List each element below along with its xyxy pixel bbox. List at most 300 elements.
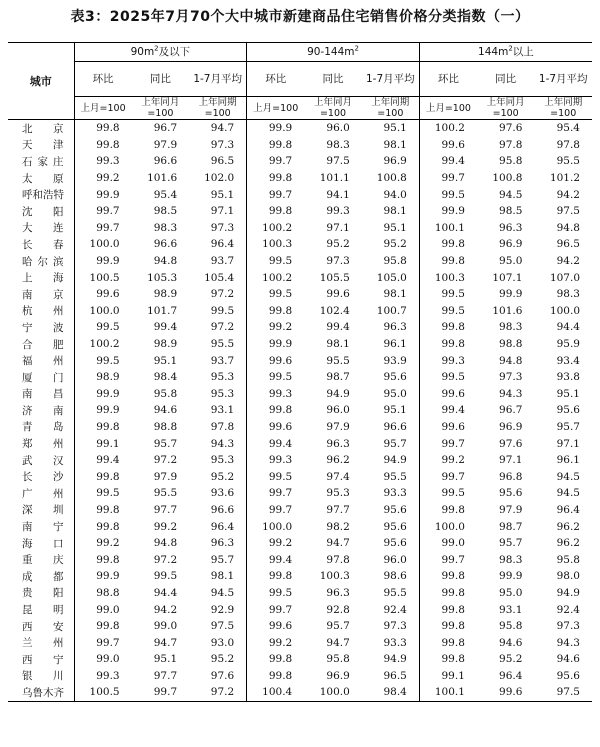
index-value: 100.5	[89, 271, 120, 284]
index-value: 99.7	[96, 205, 120, 218]
index-value: 105.4	[189, 269, 247, 286]
table-row	[8, 369, 592, 386]
index-value: 99.7	[441, 172, 465, 185]
index-value: 100.0	[304, 684, 362, 701]
base-period-header: 上年同月=100	[132, 97, 190, 120]
metric-column-header: 环比	[74, 62, 132, 97]
index-value: 96.4	[556, 503, 580, 516]
table-row	[8, 502, 592, 519]
table-row	[8, 203, 592, 220]
index-value: 105.5	[319, 271, 350, 284]
city-name: 长春	[8, 236, 74, 253]
index-value: 94.8	[499, 354, 523, 367]
metric-column-header: 1-7月平均	[189, 62, 247, 97]
index-value: 94.8	[153, 537, 178, 550]
index-value: 98.2	[326, 520, 350, 533]
index-value: 94.9	[326, 387, 350, 400]
index-value: 107.0	[549, 271, 580, 284]
size-group-label: 90m	[130, 45, 155, 58]
index-value: 98.1	[362, 203, 420, 220]
index-value: 97.6	[189, 668, 247, 685]
index-value: 100.3	[434, 271, 465, 284]
table-row	[8, 220, 592, 237]
index-value: 96.4	[499, 669, 523, 682]
index-value: 98.3	[153, 221, 178, 234]
index-value: 94.2	[153, 603, 178, 616]
index-value: 92.4	[556, 603, 580, 616]
index-value: 99.6	[268, 354, 293, 367]
index-value: 97.6	[499, 122, 523, 135]
table-row	[8, 319, 592, 336]
index-value: 102.4	[319, 304, 350, 317]
index-value: 95.0	[362, 386, 420, 403]
index-value: 95.1	[189, 186, 247, 203]
table-row	[8, 286, 592, 303]
index-value: 99.9	[96, 404, 120, 417]
index-value: 99.9	[268, 338, 293, 351]
size-group-label: 90-144m	[307, 45, 355, 58]
index-value: 99.8	[268, 304, 293, 317]
price-index-table	[8, 42, 592, 702]
index-value: 99.5	[441, 371, 465, 384]
index-value: 95.7	[362, 435, 420, 452]
index-value: 95.5	[153, 487, 178, 500]
index-value: 99.4	[153, 321, 178, 334]
index-value: 99.5	[441, 304, 465, 317]
index-value: 98.6	[362, 568, 420, 585]
index-value: 99.6	[441, 138, 465, 151]
index-value: 95.6	[362, 369, 420, 386]
index-value: 100.3	[319, 570, 350, 583]
index-value: 96.5	[362, 668, 420, 685]
index-value: 99.2	[153, 520, 178, 533]
index-value: 93.3	[362, 485, 420, 502]
city-name: 杭州	[8, 303, 74, 320]
index-value: 99.0	[153, 620, 178, 633]
index-value: 99.8	[96, 420, 120, 433]
index-value: 97.9	[153, 470, 178, 483]
index-value: 99.3	[268, 454, 293, 467]
city-name: 西安	[8, 618, 74, 635]
index-value: 97.6	[499, 437, 523, 450]
index-value: 94.9	[362, 651, 420, 668]
table-row	[8, 419, 592, 436]
index-value: 99.0	[96, 653, 120, 666]
index-value: 99.9	[268, 122, 293, 135]
city-name: 宁波	[8, 319, 74, 336]
index-value: 95.8	[326, 653, 350, 666]
index-value: 97.9	[326, 420, 350, 433]
index-value: 99.1	[96, 437, 120, 450]
city-name: 兰州	[8, 634, 74, 651]
index-value: 95.8	[556, 553, 580, 566]
index-value: 99.8	[268, 404, 293, 417]
city-name: 重庆	[8, 551, 74, 568]
index-value: 98.8	[153, 420, 178, 433]
index-value: 99.8	[96, 520, 120, 533]
index-value: 97.2	[189, 684, 247, 701]
index-value: 99.9	[96, 188, 120, 201]
city-name: 青岛	[8, 419, 74, 436]
size-group-unit-power: 2	[354, 44, 359, 52]
index-value: 95.3	[326, 487, 350, 500]
index-value: 97.9	[153, 138, 178, 151]
index-value: 95.6	[362, 502, 420, 519]
index-value: 99.8	[268, 653, 293, 666]
table-row	[8, 236, 592, 253]
city-name: 太原	[8, 170, 74, 187]
index-value: 99.2	[96, 537, 120, 550]
index-value: 96.9	[499, 420, 523, 433]
index-value: 96.3	[362, 319, 420, 336]
index-value: 94.3	[556, 636, 580, 649]
index-value: 100.0	[549, 304, 580, 317]
index-value: 99.3	[326, 205, 350, 218]
table-row	[8, 137, 592, 154]
index-value: 99.3	[96, 155, 120, 168]
index-value: 99.5	[268, 470, 293, 483]
index-value: 99.4	[268, 553, 293, 566]
index-value: 99.7	[132, 684, 190, 701]
index-value: 99.5	[96, 487, 120, 500]
index-value: 95.7	[153, 437, 178, 450]
index-value: 95.7	[189, 551, 247, 568]
index-value: 100.1	[434, 221, 465, 234]
table-row	[8, 618, 592, 635]
index-value: 98.3	[499, 553, 523, 566]
index-value: 98.9	[153, 338, 178, 351]
index-value: 100.1	[419, 684, 477, 701]
index-value: 94.0	[362, 186, 420, 203]
index-value: 99.2	[268, 321, 293, 334]
index-value: 99.8	[96, 122, 120, 135]
index-value: 107.1	[492, 271, 523, 284]
index-value: 94.2	[556, 188, 580, 201]
index-value: 94.7	[189, 120, 247, 137]
index-value: 95.1	[362, 220, 420, 237]
index-value: 99.7	[268, 503, 293, 516]
city-name: 北京	[8, 120, 74, 137]
index-value: 99.5	[96, 354, 120, 367]
index-value: 100.3	[262, 238, 293, 251]
index-value: 99.7	[441, 437, 465, 450]
index-value: 93.1	[499, 603, 523, 616]
index-value: 99.2	[441, 454, 465, 467]
index-value: 94.2	[556, 255, 580, 268]
index-value: 99.6	[326, 288, 350, 301]
index-value: 95.0	[499, 586, 523, 599]
metric-column-header: 1-7月平均	[362, 62, 420, 97]
index-value: 92.9	[189, 601, 247, 618]
index-value: 98.1	[326, 338, 350, 351]
index-value: 99.5	[441, 487, 465, 500]
table-header	[8, 43, 592, 120]
index-value: 94.5	[189, 585, 247, 602]
index-value: 96.8	[499, 470, 523, 483]
index-value: 97.8	[189, 419, 247, 436]
index-value: 96.6	[362, 419, 420, 436]
index-value: 99.8	[441, 636, 465, 649]
index-value: 96.2	[326, 454, 350, 467]
index-value: 97.3	[362, 618, 420, 635]
base-period-header: 上月=100	[247, 97, 305, 120]
index-value: 97.1	[326, 221, 350, 234]
city-name: 哈尔滨	[8, 253, 74, 270]
index-value: 94.6	[499, 636, 523, 649]
index-value: 94.5	[556, 470, 580, 483]
table-row	[8, 120, 592, 137]
index-value: 101.6	[147, 172, 178, 185]
index-value: 96.5	[189, 153, 247, 170]
index-value: 100.2	[262, 271, 293, 284]
index-value: 97.3	[556, 620, 580, 633]
base-period-header: 上年同期=100	[362, 97, 420, 120]
index-value: 97.5	[189, 618, 247, 635]
index-value: 101.2	[549, 172, 580, 185]
index-value: 93.3	[362, 634, 420, 651]
city-name: 武汉	[8, 452, 74, 469]
table-row	[8, 518, 592, 535]
city-name: 合肥	[8, 336, 74, 353]
table-row	[8, 170, 592, 187]
index-value: 99.9	[96, 387, 120, 400]
index-value: 93.8	[556, 371, 580, 384]
index-value: 95.7	[326, 620, 350, 633]
size-group-suffix: 及以下	[158, 45, 191, 58]
index-value: 93.0	[189, 634, 247, 651]
index-value: 92.8	[326, 603, 350, 616]
index-value: 98.8	[96, 586, 120, 599]
index-value: 96.7	[499, 404, 523, 417]
index-value: 99.7	[96, 221, 120, 234]
table-row	[8, 568, 592, 585]
index-value: 97.1	[556, 437, 580, 450]
index-value: 96.3	[326, 586, 350, 599]
city-name: 贵阳	[8, 585, 74, 602]
index-value: 96.2	[556, 520, 580, 533]
index-value: 96.4	[189, 518, 247, 535]
city-name: 石家庄	[8, 153, 74, 170]
index-value: 97.7	[153, 503, 178, 516]
index-value: 94.4	[556, 321, 580, 334]
index-value: 99.6	[268, 620, 293, 633]
index-value: 93.7	[189, 253, 247, 270]
index-value: 97.2	[189, 286, 247, 303]
index-value: 99.7	[268, 188, 293, 201]
index-value: 97.7	[326, 503, 350, 516]
size-group-unit-power: 2	[154, 44, 159, 52]
index-value: 99.8	[441, 653, 465, 666]
index-value: 96.9	[362, 153, 420, 170]
index-value: 99.6	[96, 288, 120, 301]
index-value: 94.9	[362, 452, 420, 469]
index-value: 95.0	[499, 255, 523, 268]
index-value: 100.2	[89, 338, 120, 351]
index-value: 99.8	[441, 321, 465, 334]
index-value: 99.6	[477, 684, 535, 701]
index-value: 99.8	[96, 138, 120, 151]
index-value: 99.8	[268, 205, 293, 218]
table-row	[8, 153, 592, 170]
index-value: 96.6	[189, 502, 247, 519]
index-value: 94.4	[153, 586, 178, 599]
index-value: 93.7	[189, 352, 247, 369]
index-value: 95.8	[499, 155, 523, 168]
base-period-header: 上年同月=100	[477, 97, 535, 120]
index-value: 95.3	[189, 369, 247, 386]
table-row	[8, 386, 592, 403]
city-name: 呼和浩特	[8, 186, 74, 203]
index-value: 100.2	[434, 122, 465, 135]
index-value: 96.0	[326, 404, 350, 417]
table-row	[8, 336, 592, 353]
index-value: 99.5	[268, 288, 293, 301]
city-name: 银川	[8, 668, 74, 685]
index-value: 97.5	[556, 205, 580, 218]
table-row	[8, 452, 592, 469]
base-period-header: 上月=100	[419, 97, 477, 120]
index-value: 99.9	[499, 570, 523, 583]
metric-column-header: 同比	[132, 62, 190, 97]
index-value: 95.5	[189, 336, 247, 353]
index-value: 100.0	[89, 304, 120, 317]
index-value: 98.9	[96, 371, 120, 384]
city-name: 济南	[8, 402, 74, 419]
index-value: 96.9	[499, 238, 523, 251]
index-value: 95.6	[362, 518, 420, 535]
index-value: 94.9	[556, 586, 580, 599]
index-value: 105.3	[147, 271, 178, 284]
index-value: 95.2	[189, 651, 247, 668]
size-group-unit-power: 2	[508, 44, 513, 52]
index-value: 98.4	[153, 371, 178, 384]
index-value: 94.3	[189, 435, 247, 452]
index-value: 98.8	[499, 338, 523, 351]
index-value: 95.3	[189, 452, 247, 469]
index-value: 97.4	[326, 470, 350, 483]
city-name: 大连	[8, 220, 74, 237]
metric-column-header: 环比	[247, 62, 305, 97]
index-value: 101.7	[147, 304, 178, 317]
index-value: 95.8	[362, 253, 420, 270]
index-value: 95.5	[362, 585, 420, 602]
index-value: 99.8	[441, 586, 465, 599]
index-value: 99.7	[441, 553, 465, 566]
index-value: 99.8	[268, 172, 293, 185]
base-period-header: 上年同期=100	[534, 97, 592, 120]
index-value: 94.5	[556, 487, 580, 500]
index-value: 97.8	[326, 553, 350, 566]
index-value: 95.7	[499, 537, 523, 550]
index-value: 99.7	[268, 487, 293, 500]
index-value: 100.4	[247, 684, 305, 701]
index-value: 96.3	[499, 221, 523, 234]
index-value: 97.2	[189, 319, 247, 336]
index-value: 100.8	[362, 170, 420, 187]
index-value: 94.5	[499, 188, 523, 201]
index-value: 94.1	[326, 188, 350, 201]
index-value: 94.8	[153, 255, 178, 268]
index-value: 97.5	[534, 684, 592, 701]
index-value: 99.2	[268, 537, 293, 550]
index-value: 95.5	[362, 468, 420, 485]
index-value: 97.8	[499, 138, 523, 151]
city-name: 成都	[8, 568, 74, 585]
index-value: 99.5	[96, 321, 120, 334]
table-row	[8, 485, 592, 502]
city-name: 海口	[8, 535, 74, 552]
index-value: 95.1	[362, 402, 420, 419]
index-value: 99.9	[96, 255, 120, 268]
city-name: 厦门	[8, 369, 74, 386]
index-value: 94.6	[153, 404, 178, 417]
table-row	[8, 435, 592, 452]
table-row	[8, 253, 592, 270]
index-value: 95.8	[499, 620, 523, 633]
index-value: 99.8	[96, 620, 120, 633]
city-name: 南昌	[8, 386, 74, 403]
index-value: 98.1	[362, 286, 420, 303]
index-value: 97.1	[499, 454, 523, 467]
table-row	[8, 585, 592, 602]
index-value: 99.4	[441, 404, 465, 417]
index-value: 95.1	[556, 387, 580, 400]
index-value: 98.9	[153, 288, 178, 301]
city-name: 深圳	[8, 502, 74, 519]
index-value: 100.0	[89, 238, 120, 251]
table-row	[8, 651, 592, 668]
index-value: 100.0	[262, 520, 293, 533]
index-value: 100.7	[362, 303, 420, 320]
index-value: 95.6	[499, 487, 523, 500]
index-value: 95.8	[153, 387, 178, 400]
index-value: 94.7	[153, 636, 178, 649]
table-title: 表3：2025年7月70个大中城市新建商品住宅销售价格分类指数（一）	[70, 9, 530, 25]
index-value: 97.3	[189, 137, 247, 154]
index-value: 99.8	[268, 570, 293, 583]
index-value: 96.9	[326, 669, 350, 682]
index-value: 96.3	[326, 437, 350, 450]
index-value: 95.2	[326, 238, 350, 251]
index-value: 101.1	[319, 172, 350, 185]
index-value: 99.3	[268, 387, 293, 400]
index-value: 92.4	[362, 601, 420, 618]
index-value: 97.8	[556, 138, 580, 151]
table-row	[8, 468, 592, 485]
index-value: 96.5	[556, 238, 580, 251]
metric-column-header: 环比	[419, 62, 477, 97]
index-value: 99.3	[96, 669, 120, 682]
index-value: 99.4	[96, 454, 120, 467]
index-value: 95.1	[153, 653, 178, 666]
index-value: 100.0	[434, 520, 465, 533]
index-value: 99.8	[441, 503, 465, 516]
index-value: 98.5	[499, 205, 523, 218]
index-value: 99.0	[441, 537, 465, 550]
index-value: 95.2	[499, 653, 523, 666]
size-group-suffix: 以上	[512, 45, 534, 58]
index-value: 98.0	[556, 570, 580, 583]
index-value: 94.6	[556, 653, 580, 666]
index-value: 99.9	[441, 205, 465, 218]
index-value: 98.7	[326, 371, 350, 384]
index-value: 96.0	[326, 122, 350, 135]
index-value: 99.7	[441, 470, 465, 483]
table-row	[8, 601, 592, 618]
city-name: 广州	[8, 485, 74, 502]
metric-column-header: 同比	[304, 62, 362, 97]
index-value: 99.5	[268, 255, 293, 268]
